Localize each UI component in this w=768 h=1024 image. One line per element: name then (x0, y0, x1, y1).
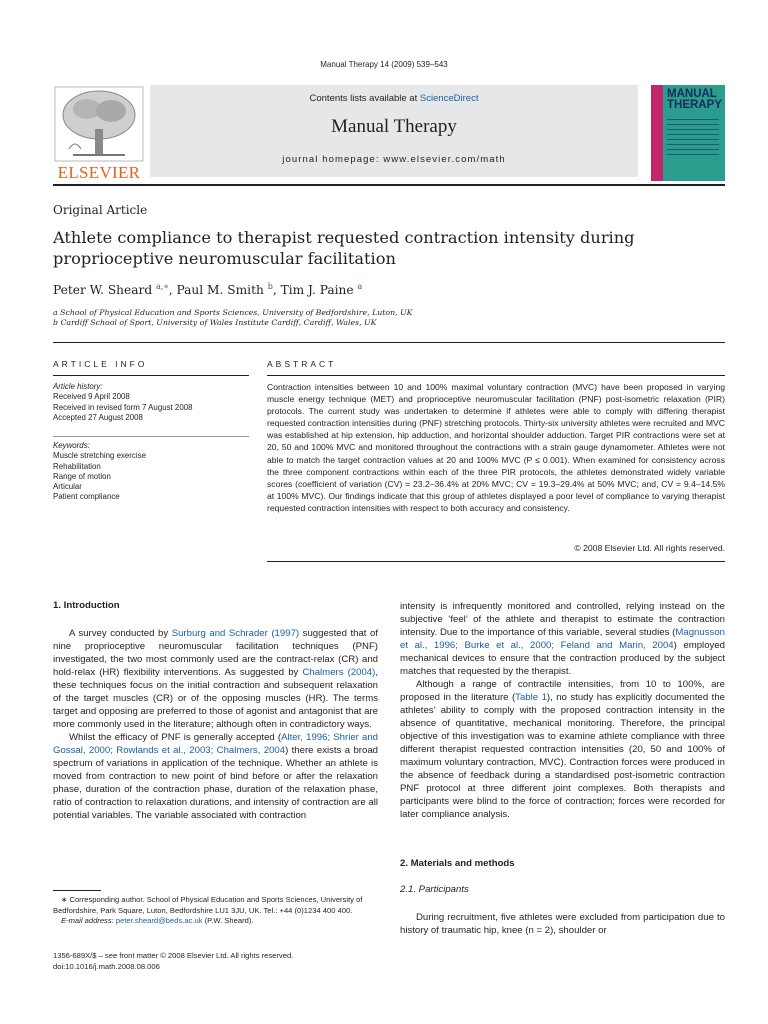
section-heading-methods: 2. Materials and methods (400, 858, 515, 869)
cover-title-line-1: MANUAL (667, 88, 717, 100)
paragraph (53, 731, 378, 822)
text: intensity is infrequently monitored and controlled, relying instead on the subjective ‘feel’ of the athlete and therapist to estimate the contraction intensity. Due to the importance of this variable, several studies ( (400, 601, 725, 638)
keywords-rule (53, 436, 249, 437)
journal-title: Manual Therapy (331, 116, 457, 137)
email-suffix: (P.W. Sheard). (202, 916, 254, 925)
article-info-rule (53, 375, 249, 376)
table-link[interactable]: Table 1 (515, 692, 547, 703)
cover-stripe (651, 85, 663, 181)
keyword: Muscle stretching exercise (53, 451, 146, 461)
masthead (53, 85, 725, 181)
article-title: Athlete compliance to therapist requested contraction intensity during proprioceptive neuromuscular facilitation (53, 228, 635, 268)
contents-line (150, 93, 638, 104)
abstract-copyright: © 2008 Elsevier Ltd. All rights reserved. (574, 543, 725, 553)
doi-line[interactable]: doi:10.1016/j.math.2008.08.006 (53, 962, 160, 971)
author-name: Tim J. Paine (280, 283, 354, 298)
running-head: Manual Therapy 14 (2009) 539–543 (320, 60, 448, 69)
author-affiliation-mark[interactable]: b (267, 282, 273, 291)
history-item: Received in revised form 7 August 2008 (53, 402, 193, 412)
section-heading-introduction: 1. Introduction (53, 600, 120, 611)
participants-paragraph (400, 911, 725, 937)
cover-text-lines (667, 119, 719, 159)
article-type: Original Article (53, 203, 148, 217)
email-link[interactable]: peter.sheard@beds.ac.uk (115, 916, 203, 925)
abstract-rule (267, 375, 725, 376)
text: ) employed mechanical devices to ensure that the contraction produced by the subject matches that requested by the therapist. (400, 640, 725, 677)
abstract-heading: ABSTRACT (267, 359, 337, 369)
corresponding-author-note: ∗ Corresponding author. School of Physical Education and Sports Sciences, University of Bedfordshire, Park Square, Luton, Bedfordshire LU1 3JU, UK. Tel.: +44 (0)1234 400 400. (53, 895, 363, 915)
text: ) there exists a broad spectrum of variations in application of the technique. Whether an athlete is moved from contraction to new point of bind before or after the relaxation phase, duration of the contraction phase, duration of the relaxation phase, ratio of contraction to relaxation durations, and intensity of contraction are all potential variables. The variable associated with contraction (53, 745, 378, 821)
publisher-logo (53, 85, 145, 181)
keyword: Articular (53, 482, 82, 492)
history-label: Article history: (53, 382, 103, 391)
text: A survey conducted by (69, 628, 172, 639)
keyword: Patient compliance (53, 492, 120, 502)
abstract-text: Contraction intensities between 10 and 100% maximal voluntary contraction (MVC) have been proposed in varying muscle energy technique (MET) and proprioceptive neuromuscular facilitation (PNF) post-isometric relaxation (PIR) protocols. The current study was undertaken to determine if athletes were able to comply with differing therapist requested contraction intensities during (PNF) stretching protocols. Thirty-six university athletes were recruited and MVC was established at hip extension, hip adduction, and horizontal shoulder adduction. Target PIR contractions were set at 20, 50 and 100% MVC and monitored throughout the contractions with a strain gauge dynamometer. Athletes were not able to match the target contraction values at 20 and 100% MVC (P ≤ 0.001). When examined for consistency across the three component contractions within each of the three PIR protocols, the athletes demonstrated widely variable scores (coefficient of variation (CV) = 23.2–36.4% at 20% MVC; CV = 19.3–29.4% at 50% MVC; and, CV = 9.4–14.5% at 100% MVC). Our findings indicate that this group of athletes displayed a poor level of compliance to varying therapist requested contraction intensities with respect to both accuracy and consistency. (267, 382, 725, 513)
cover-title-line-2: THERAPY (667, 99, 722, 111)
paragraph (400, 600, 725, 678)
contents-prefix: Contents lists available at (309, 93, 420, 104)
journal-cover-thumbnail (651, 85, 725, 181)
body-right-column (400, 600, 725, 821)
journal-homepage[interactable]: journal homepage: www.elsevier.com/math (282, 154, 506, 165)
body-left-column (53, 627, 378, 822)
paragraph (400, 678, 725, 821)
text: ), no study has explicitly documented the athletes’ ability to comply with the proposed contraction intensity in the absence of quantitative, mechanical monitoring. Therefore, the principal objective of this investigation was to examine athlete compliance with three different therapist requested contraction intensities (20, 50 and 100% of maximum voluntary contraction, MVC). Contraction forces were produced in the absence of feedback during a standardised post-isometric contraction PNF protocol at three different joint complexes. Both therapists and participants were blind to the force of contraction; forces were recorded for later compliance analysis. (400, 692, 725, 820)
article-info-heading: ARTICLE INFO (53, 359, 148, 369)
keywords (53, 441, 249, 503)
affiliation: b Cardiff School of Sport, University of Wales Institute Cardiff, Cardiff, Wales, UK (53, 318, 377, 327)
footnote-block (53, 895, 378, 927)
cover-title (667, 89, 722, 111)
article-history (53, 382, 249, 423)
keyword: Range of motion (53, 471, 111, 481)
citation-link[interactable]: Magnusson et al., 1996; Burke et al., 2000; Feland and Marin, 2004 (400, 627, 725, 651)
affiliation: a School of Physical Education and Sports Sciences, University of Bedfordshire, Luton, UK (53, 308, 413, 317)
email-label: E-mail address: (61, 916, 116, 925)
paragraph: During recruitment, five athletes were excluded from participation due to history of traumatic hip, knee (n = 2), shoulder or (400, 912, 725, 936)
email-note (53, 916, 378, 927)
header-divider (53, 342, 725, 343)
history-item: Accepted 27 August 2008 (53, 412, 143, 422)
author-affiliation-mark[interactable]: a,∗ (156, 282, 169, 291)
journal-banner (150, 85, 638, 177)
publisher-wordmark: ELSEVIER (57, 163, 141, 182)
issn-line: 1356-689X/$ – see front matter © 2008 Elsevier Ltd. All rights reserved. (53, 951, 294, 960)
history-item: Received 9 April 2008 (53, 392, 130, 402)
author-affiliation-mark[interactable]: a (357, 282, 363, 291)
author-name: Paul M. Smith (176, 283, 264, 298)
citation-link[interactable]: Surburg and Schrader (1997) (171, 628, 300, 639)
tree-emblem-icon (53, 85, 145, 163)
author-list: Peter W. Sheard $^{a,∗}$, Paul M. Smith $^b$, Tim J. Paine $^a$ (53, 282, 363, 298)
paragraph (53, 627, 378, 731)
keywords-label: Keywords: (53, 441, 90, 450)
masthead-rule (53, 184, 725, 186)
footnote-rule (53, 890, 101, 891)
citation-link[interactable]: Alter, 1996; Shrier and Gossal, 2000; Rowlands et al., 2003; Chalmers, 2004 (53, 732, 378, 756)
text: Although a range of contractile intensities, from 10 to 100%, are proposed in the literature ( (400, 679, 725, 703)
text: Whilst the efficacy of PNF is generally accepted ( (69, 732, 282, 743)
text: , these techniques focus on the initial contraction and subsequent relaxation of the target muscles (CR) or of the opposing muscles (HR). The terms target and opposing are preferred to those of agonist and antagonist that are more commonly used in the literature; although often in contradictory ways. (53, 667, 379, 730)
text: suggested that of nine proprioceptive neuromuscular facilitation techniques (PNF) investigated, the two most commonly used are the contract-relax (CR) and hold-relax (HR) flexibility interventions. As suggested by (53, 628, 378, 678)
abstract-bottom-rule (267, 561, 725, 562)
sciencedirect-link[interactable]: ScienceDirect (419, 93, 479, 104)
keyword: Rehabilitation (53, 461, 101, 471)
subsection-heading-participants: 2.1. Participants (400, 884, 469, 895)
citation-link[interactable]: Chalmers (2004) (302, 667, 376, 678)
author-name: Peter W. Sheard (53, 283, 153, 298)
